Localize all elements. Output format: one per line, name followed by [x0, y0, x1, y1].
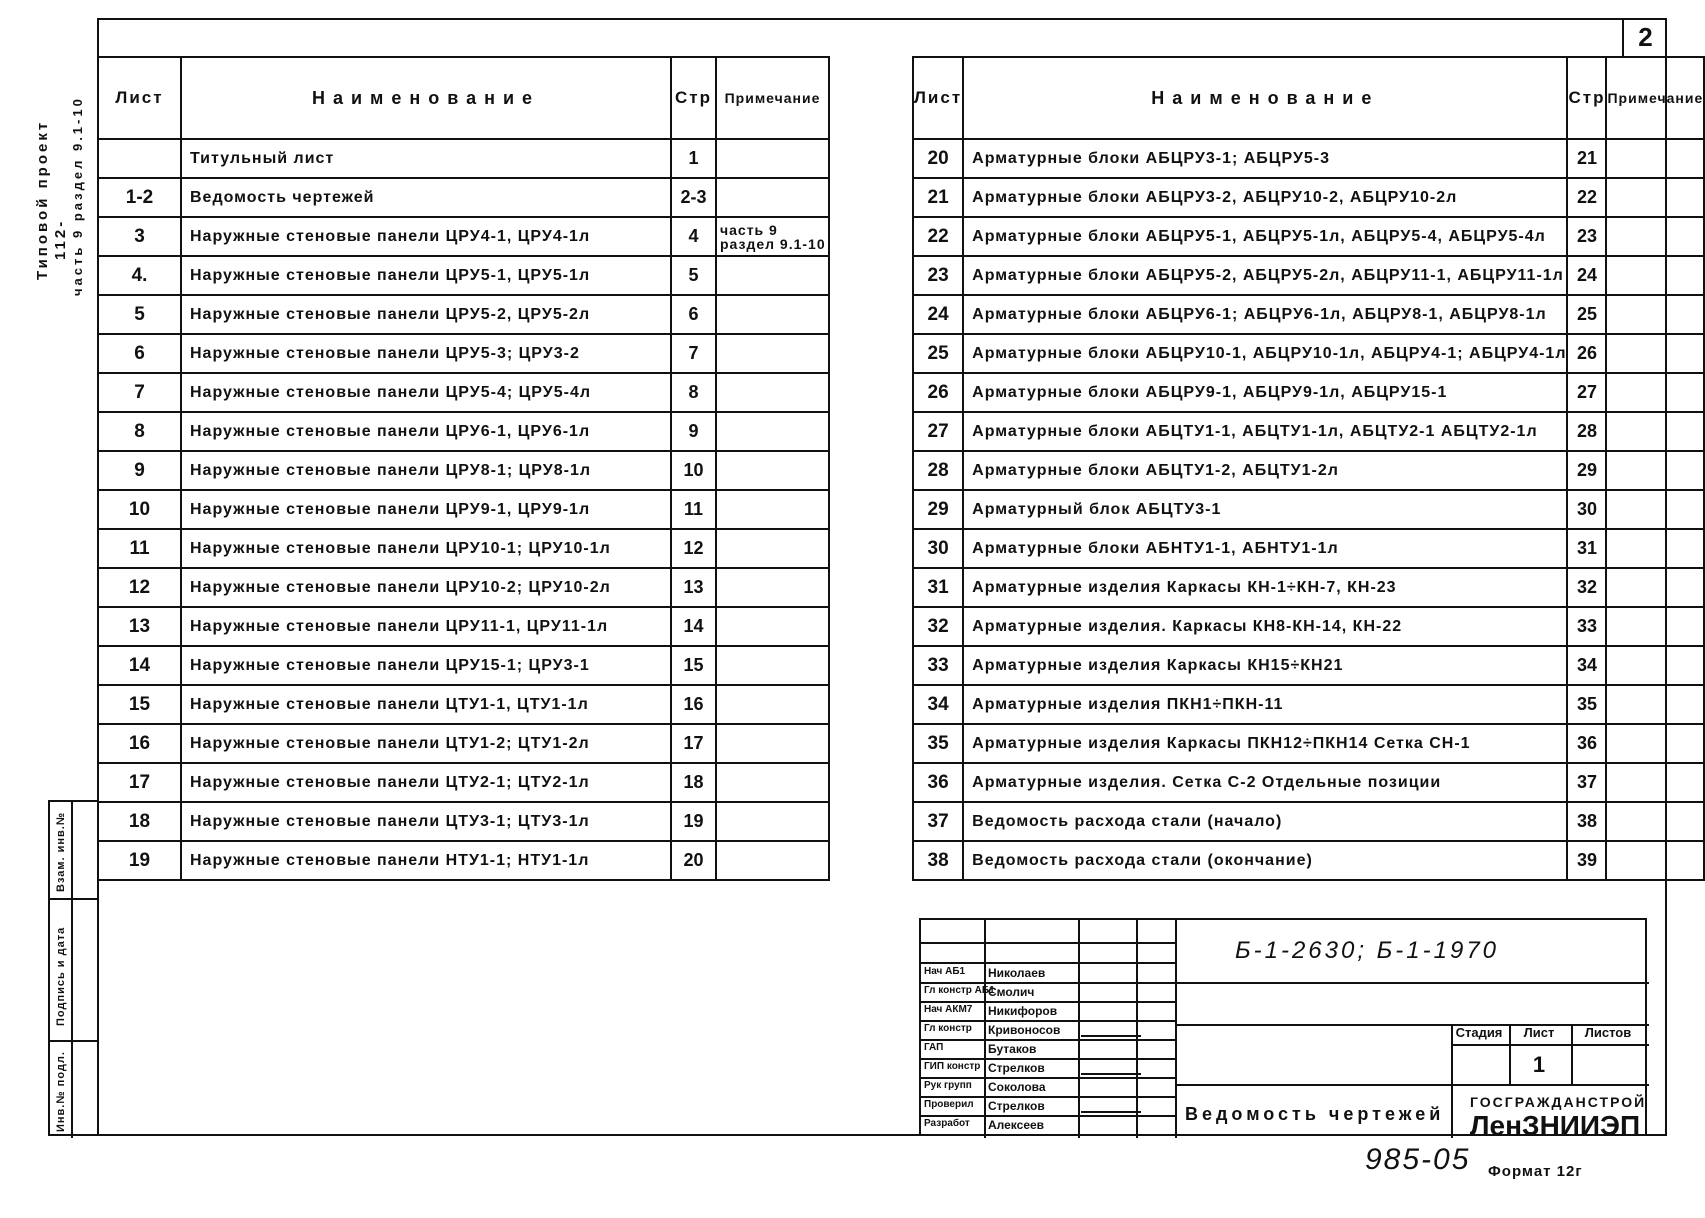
page-cell: 15 — [671, 646, 716, 685]
table-row — [98, 139, 829, 178]
note-cell — [1606, 295, 1704, 334]
table-row — [98, 451, 829, 490]
table-row — [98, 178, 829, 217]
table-row — [913, 412, 1704, 451]
document-name: Ведомость чертежей — [1185, 1104, 1445, 1124]
table-row — [913, 529, 1704, 568]
page-cell: 22 — [1567, 178, 1606, 217]
table-row — [98, 334, 829, 373]
page-cell: 14 — [671, 607, 716, 646]
drawing-name-cell: Титульный лист — [181, 139, 671, 178]
table-row — [913, 178, 1704, 217]
table-row — [98, 802, 829, 841]
drawing-name-cell: Арматурные блоки АБЦТУ1-1, АБЦТУ1-1л, АБЦТУ2-1 АБЦТУ2-1л — [963, 412, 1567, 451]
signatory-role: Нач АБ1 — [924, 966, 966, 977]
note-cell — [1606, 334, 1704, 373]
sheet-number-cell: 30 — [913, 529, 963, 568]
sheet-number-cell: 16 — [98, 724, 181, 763]
org-line1: ГОСГРАЖДАНСТРОЙ — [1470, 1094, 1647, 1110]
signatory-name: Николаев — [988, 966, 1046, 980]
note-cell — [1606, 646, 1704, 685]
row-divider — [921, 1001, 1175, 1003]
table-row — [98, 685, 829, 724]
sheet-number-cell: 28 — [913, 451, 963, 490]
drawing-name-cell: Наружные стеновые панели ЦРУ11-1, ЦРУ11-1л — [181, 607, 671, 646]
note-cell — [1606, 841, 1704, 880]
table-row — [913, 373, 1704, 412]
drawing-name-cell: Наружные стеновые панели ЦРУ5-1, ЦРУ5-1л — [181, 256, 671, 295]
table-row — [913, 490, 1704, 529]
drawing-name-cell: Арматурные блоки АБНТУ1-1, АБНТУ1-1л — [963, 529, 1567, 568]
row-divider — [921, 982, 1175, 984]
drawing-name-cell: Наружные стеновые панели НТУ1-1; НТУ1-1л — [181, 841, 671, 880]
signatory-role: ГИП констр — [924, 1061, 981, 1072]
sheet-number-cell: 27 — [913, 412, 963, 451]
page-cell: 17 — [671, 724, 716, 763]
header-note: Примечание — [1606, 57, 1704, 139]
note-cell — [1606, 490, 1704, 529]
page-cell: 26 — [1567, 334, 1606, 373]
drawing-name-cell: Наружные стеновые панели ЦРУ8-1; ЦРУ8-1л — [181, 451, 671, 490]
signature — [1081, 1025, 1141, 1037]
drawing-name-cell: Арматурные изделия ПКН1÷ПКН-11 — [963, 685, 1567, 724]
project-code: Б-1-2630; Б-1-1970 — [1235, 937, 1500, 964]
drawing-name-cell: Арматурный блок АБЦТУ3-1 — [963, 490, 1567, 529]
side-title-line3: часть 9 раздел 9.1-10 — [70, 96, 85, 296]
signature — [1081, 1063, 1141, 1075]
signatory-role: Гл констр — [924, 1023, 972, 1034]
note-cell — [716, 529, 829, 568]
page-cell: 24 — [1567, 256, 1606, 295]
note-cell — [716, 763, 829, 802]
note-cell — [1606, 724, 1704, 763]
page-cell: 29 — [1567, 451, 1606, 490]
table-row — [98, 412, 829, 451]
sheets-label: Листов — [1584, 1025, 1632, 1040]
table-row — [98, 256, 829, 295]
org-line2: ЛенЗНИИЭП — [1469, 1110, 1641, 1141]
sheet-number-cell: 10 — [98, 490, 181, 529]
drawings-list-left — [97, 56, 830, 881]
drawing-name-cell: Наружные стеновые панели ЦТУ3-1; ЦТУ3-1л — [181, 802, 671, 841]
table-row — [98, 646, 829, 685]
note-cell — [1606, 568, 1704, 607]
sheet-number-cell: 8 — [98, 412, 181, 451]
page-cell: 18 — [671, 763, 716, 802]
signatory-role: Нач АКМ7 — [924, 1004, 973, 1015]
table-row — [913, 763, 1704, 802]
page-cell: 30 — [1567, 490, 1606, 529]
header-name: Наименование — [181, 57, 671, 139]
sheet-number-cell: 4. — [98, 256, 181, 295]
approval-stamp — [48, 800, 97, 1136]
sheet-number-cell: 5 — [98, 295, 181, 334]
sheet-number: 2 — [1622, 18, 1667, 58]
page-cell: 12 — [671, 529, 716, 568]
drawing-name-cell: Арматурные блоки АБЦРУ10-1, АБЦРУ10-1л, АБЦРУ4-1; АБЦРУ4-1л — [963, 334, 1567, 373]
sheet-number-cell: 21 — [913, 178, 963, 217]
sheet-number-cell: 37 — [913, 802, 963, 841]
sheet-number-cell: 38 — [913, 841, 963, 880]
note-cell — [716, 568, 829, 607]
page-cell: 9 — [671, 412, 716, 451]
drawing-name-cell: Арматурные блоки АБЦРУ5-2, АБЦРУ5-2л, АБЦРУ11-1, АБЦРУ11-1л — [963, 256, 1567, 295]
drawing-name-cell: Арматурные изделия Каркасы ПКН12÷ПКН14 Сетка СН-1 — [963, 724, 1567, 763]
drawing-name-cell: Арматурные изделия. Каркасы КН8-КН-14, КН-22 — [963, 607, 1567, 646]
drawing-name-cell: Наружные стеновые панели ЦРУ10-1; ЦРУ10-1л — [181, 529, 671, 568]
header-page: Стр — [1567, 57, 1606, 139]
note-cell — [716, 334, 829, 373]
row-divider — [921, 1077, 1175, 1079]
stamp-label-inv: Инв.№ подл. — [55, 1051, 67, 1132]
signatory-name: Алексеев — [988, 1118, 1045, 1132]
signatory-name: Стрелков — [988, 1099, 1045, 1113]
sheet-number-cell: 15 — [98, 685, 181, 724]
page-cell: 35 — [1567, 685, 1606, 724]
sheet-number-cell: 35 — [913, 724, 963, 763]
note-cell — [716, 451, 829, 490]
sheet-label: Лист — [1523, 1025, 1555, 1040]
note-cell — [1606, 412, 1704, 451]
note-cell — [716, 802, 829, 841]
sheet-number-cell: 17 — [98, 763, 181, 802]
note-cell — [716, 646, 829, 685]
sheet-number-cell: 22 — [913, 217, 963, 256]
table-row — [913, 802, 1704, 841]
drawing-name-cell: Арматурные блоки АБЦРУ6-1; АБЦРУ6-1л, АБЦРУ8-1, АБЦРУ8-1л — [963, 295, 1567, 334]
header-page: Стр — [671, 57, 716, 139]
drawing-name-cell: Арматурные блоки АБЦРУ3-1; АБЦРУ5-3 — [963, 139, 1567, 178]
header-sheet: Лист — [98, 57, 181, 139]
sheet-number-cell: 18 — [98, 802, 181, 841]
drawing-name-cell: Наружные стеновые панели ЦТУ1-2; ЦТУ1-2л — [181, 724, 671, 763]
drawing-name-cell: Арматурные изделия Каркасы КН15÷КН21 — [963, 646, 1567, 685]
note-cell: часть 9 раздел 9.1-10 — [716, 217, 829, 256]
table-row — [913, 841, 1704, 880]
row-divider — [921, 1039, 1175, 1041]
drawing-name-cell: Наружные стеновые панели ЦРУ6-1, ЦРУ6-1л — [181, 412, 671, 451]
table-row — [913, 217, 1704, 256]
note-cell — [716, 178, 829, 217]
note-cell — [1606, 607, 1704, 646]
table-row — [913, 256, 1704, 295]
sheet-number-cell: 26 — [913, 373, 963, 412]
drawing-name-cell: Арматурные блоки АБЦРУ5-1, АБЦРУ5-1л, АБЦРУ5-4, АБЦРУ5-4л — [963, 217, 1567, 256]
handwritten-number: 985-05 — [1365, 1143, 1471, 1176]
sheet-number-cell: 29 — [913, 490, 963, 529]
note-cell — [1606, 178, 1704, 217]
signatory-name: Бутаков — [988, 1042, 1037, 1056]
table-row — [913, 646, 1704, 685]
sheet-number-cell: 23 — [913, 256, 963, 295]
note-cell — [1606, 217, 1704, 256]
sheet-value: 1 — [1532, 1052, 1546, 1077]
drawing-name-cell: Арматурные изделия. Сетка С-2 Отдельные позиции — [963, 763, 1567, 802]
table-row — [913, 295, 1704, 334]
sheet-number-cell: 14 — [98, 646, 181, 685]
sheet-number-cell: 19 — [98, 841, 181, 880]
drawing-name-cell: Ведомость чертежей — [181, 178, 671, 217]
drawing-name-cell: Ведомость расхода стали (окончание) — [963, 841, 1567, 880]
signatory-name: Смолич — [988, 985, 1035, 999]
header-name: Наименование — [963, 57, 1567, 139]
page-cell: 8 — [671, 373, 716, 412]
page-cell: 13 — [671, 568, 716, 607]
drawing-name-cell: Наружные стеновые панели ЦРУ9-1, ЦРУ9-1л — [181, 490, 671, 529]
sheet-number-cell: 3 — [98, 217, 181, 256]
note-cell — [716, 490, 829, 529]
note-cell — [1606, 685, 1704, 724]
side-title-line2: 112- — [52, 218, 69, 260]
row-divider — [921, 1134, 1175, 1136]
format-label: Формат 12г — [1488, 1163, 1583, 1180]
sheet-number-cell: 7 — [98, 373, 181, 412]
drawing-name-cell: Арматурные блоки АБЦТУ1-2, АБЦТУ1-2л — [963, 451, 1567, 490]
page-cell: 19 — [671, 802, 716, 841]
sheet-number-cell — [98, 139, 181, 178]
row-divider — [921, 1058, 1175, 1060]
page-cell: 39 — [1567, 841, 1606, 880]
signatory-role: ГАП — [924, 1042, 944, 1053]
page-cell: 37 — [1567, 763, 1606, 802]
page-cell: 34 — [1567, 646, 1606, 685]
page-cell: 1 — [671, 139, 716, 178]
table-row — [98, 724, 829, 763]
sheet-number-cell: 32 — [913, 607, 963, 646]
note-cell — [716, 685, 829, 724]
header-sheet: Лист — [913, 57, 963, 139]
note-cell — [716, 841, 829, 880]
drawing-name-cell: Наружные стеновые панели ЦРУ5-2, ЦРУ5-2л — [181, 295, 671, 334]
drawing-name-cell: Наружные стеновые панели ЦРУ5-4; ЦРУ5-4л — [181, 373, 671, 412]
table-row — [98, 373, 829, 412]
page-cell: 21 — [1567, 139, 1606, 178]
page-cell: 16 — [671, 685, 716, 724]
drawing-name-cell: Наружные стеновые панели ЦТУ2-1; ЦТУ2-1л — [181, 763, 671, 802]
signatory-name: Никифоров — [988, 1004, 1058, 1018]
sheet-number-cell: 1-2 — [98, 178, 181, 217]
table-row — [913, 724, 1704, 763]
signatory-name: Стрелков — [988, 1061, 1045, 1075]
note-cell — [1606, 451, 1704, 490]
page-cell: 20 — [671, 841, 716, 880]
note-cell — [1606, 139, 1704, 178]
page-cell: 32 — [1567, 568, 1606, 607]
table-row — [913, 568, 1704, 607]
drawing-name-cell: Наружные стеновые панели ЦРУ15-1; ЦРУ3-1 — [181, 646, 671, 685]
drawing-name-cell: Ведомость расхода стали (начало) — [963, 802, 1567, 841]
drawing-name-cell: Наружные стеновые панели ЦРУ4-1, ЦРУ4-1л — [181, 217, 671, 256]
page-cell: 5 — [671, 256, 716, 295]
table-row — [98, 295, 829, 334]
sheet-number-cell: 9 — [98, 451, 181, 490]
page-cell: 27 — [1567, 373, 1606, 412]
page-cell: 10 — [671, 451, 716, 490]
signatory-role: Разработ — [924, 1118, 970, 1129]
table-row — [913, 607, 1704, 646]
note-cell — [1606, 529, 1704, 568]
page-cell: 2-3 — [671, 178, 716, 217]
page-cell: 11 — [671, 490, 716, 529]
drawing-name-cell: Наружные стеновые панели ЦРУ10-2; ЦРУ10-2л — [181, 568, 671, 607]
signature — [1081, 1101, 1141, 1113]
signatory-role: Гл констр АБ1 — [924, 985, 995, 996]
signatory-name: Соколова — [988, 1080, 1046, 1094]
sheet-number-cell: 34 — [913, 685, 963, 724]
sheet-number-cell: 6 — [98, 334, 181, 373]
sheet-number-cell: 36 — [913, 763, 963, 802]
note-cell — [716, 607, 829, 646]
sheet-number-cell: 12 — [98, 568, 181, 607]
page-cell: 33 — [1567, 607, 1606, 646]
table-row — [98, 568, 829, 607]
note-cell — [1606, 373, 1704, 412]
note-cell — [716, 373, 829, 412]
sheet-number-cell: 24 — [913, 295, 963, 334]
page-cell: 6 — [671, 295, 716, 334]
table-row — [913, 334, 1704, 373]
page-cell: 36 — [1567, 724, 1606, 763]
page-cell: 31 — [1567, 529, 1606, 568]
note-cell — [1606, 802, 1704, 841]
stage-label: Стадия — [1455, 1025, 1503, 1040]
sheet-number-cell: 25 — [913, 334, 963, 373]
drawing-name-cell: Арматурные изделия Каркасы КН-1÷КН-7, КН-23 — [963, 568, 1567, 607]
table-row — [98, 490, 829, 529]
stamp-label-sign: Подпись и дата — [55, 926, 67, 1026]
page-cell: 23 — [1567, 217, 1606, 256]
side-title — [22, 60, 92, 300]
note-cell — [1606, 763, 1704, 802]
note-cell — [716, 139, 829, 178]
side-title-line1: Типовой проект — [34, 119, 51, 280]
row-divider — [921, 1096, 1175, 1098]
table-row — [98, 607, 829, 646]
note-cell — [716, 412, 829, 451]
sheet-number-cell: 11 — [98, 529, 181, 568]
table-row — [98, 529, 829, 568]
page-cell: 25 — [1567, 295, 1606, 334]
note-cell — [716, 256, 829, 295]
sheet-number-cell: 31 — [913, 568, 963, 607]
sheet-number-cell: 13 — [98, 607, 181, 646]
page-cell: 4 — [671, 217, 716, 256]
row-divider — [921, 1115, 1175, 1117]
table-row — [98, 217, 829, 256]
drawing-name-cell: Наружные стеновые панели ЦРУ5-3; ЦРУ3-2 — [181, 334, 671, 373]
drawing-name-cell: Арматурные блоки АБЦРУ9-1, АБЦРУ9-1л, АБЦРУ15-1 — [963, 373, 1567, 412]
table-row — [913, 451, 1704, 490]
sheet-number-cell: 33 — [913, 646, 963, 685]
table-row — [98, 763, 829, 802]
table-row — [913, 139, 1704, 178]
row-divider — [921, 1020, 1175, 1022]
note-cell — [1606, 256, 1704, 295]
drawing-name-cell: Арматурные блоки АБЦРУ3-2, АБЦРУ10-2, АБЦРУ10-2л — [963, 178, 1567, 217]
page-cell: 38 — [1567, 802, 1606, 841]
sheet-number-cell: 20 — [913, 139, 963, 178]
header-note: Примечание — [716, 57, 829, 139]
table-row — [913, 685, 1704, 724]
page-cell: 28 — [1567, 412, 1606, 451]
signatory-name: Кривоносов — [988, 1023, 1061, 1037]
signatory-role: Рук групп — [924, 1080, 972, 1091]
note-cell — [716, 724, 829, 763]
note-cell — [716, 295, 829, 334]
table-row — [98, 841, 829, 880]
stamp-label-replace: Взам. инв.№ — [55, 811, 67, 892]
drawings-list-right — [912, 56, 1705, 881]
signatory-role: Проверил — [924, 1099, 974, 1110]
page-cell: 7 — [671, 334, 716, 373]
drawing-name-cell: Наружные стеновые панели ЦТУ1-1, ЦТУ1-1л — [181, 685, 671, 724]
